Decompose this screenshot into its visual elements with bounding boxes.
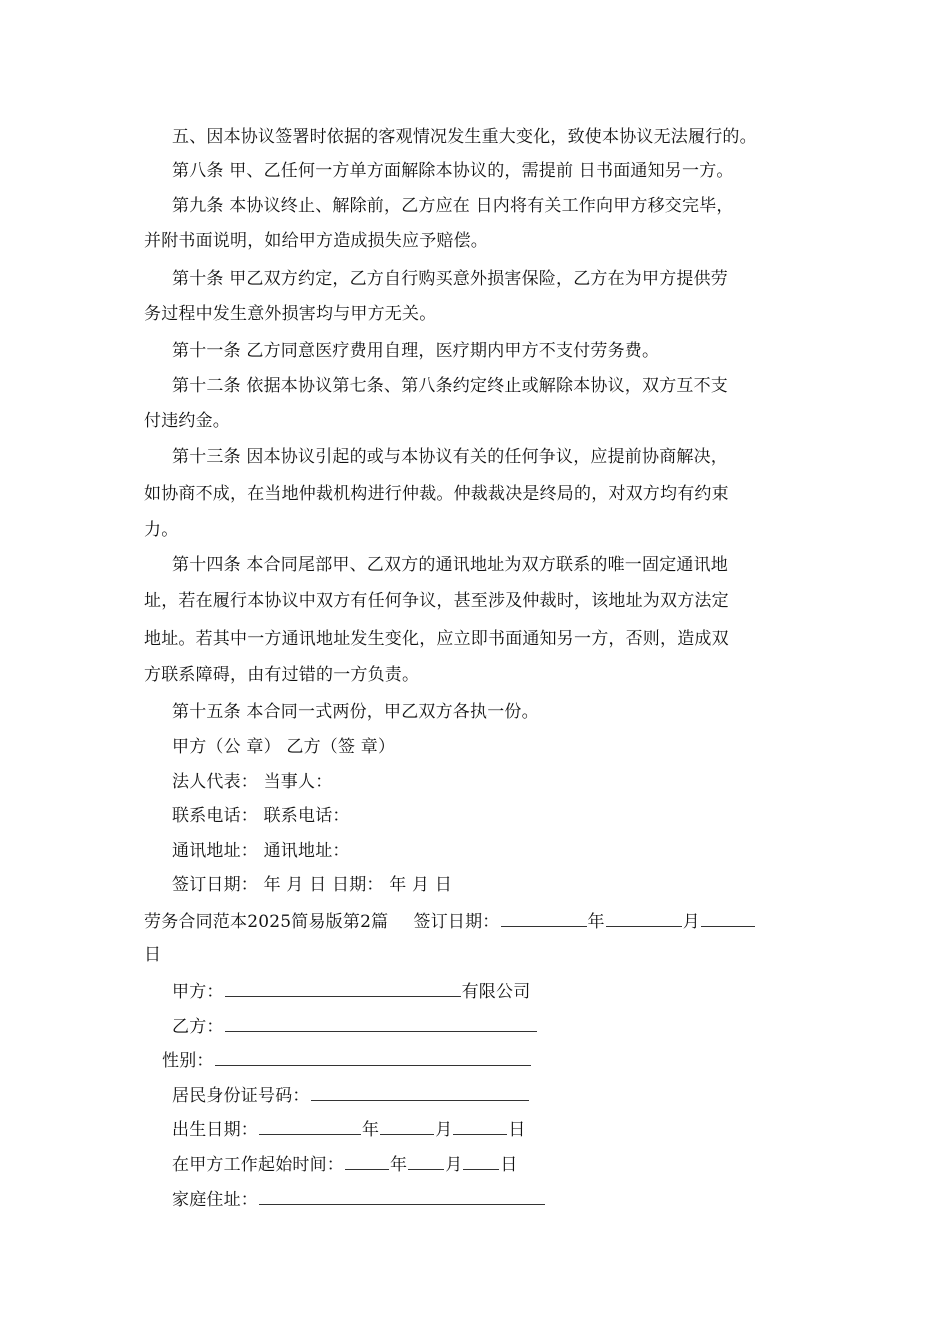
id-label: 居民身份证号码： xyxy=(172,1086,310,1106)
signature-parties-line: 甲方（公 章） 乙方（签 章） xyxy=(172,737,396,757)
text-line: 址，若在履行本协议中双方有任何争议，甚至涉及仲裁时，该地址为双方法定 xyxy=(144,591,729,611)
text-line: 第十三条 因本协议引起的或与本协议有关的任何争议，应提前协商解决， xyxy=(172,447,729,467)
month-label: 月 xyxy=(682,912,700,932)
party-a-label: 甲方： xyxy=(172,982,224,1002)
year-label: 年 xyxy=(587,912,605,932)
text-line: 第十一条 乙方同意医疗费用自理，医疗期内甲方不支付劳务费。 xyxy=(172,341,660,361)
text-line: 如协商不成，在当地仲裁机构进行仲裁。仲裁裁决是终局的，对双方均有约束 xyxy=(144,484,729,504)
start-year-blank xyxy=(345,1153,389,1170)
party-a-blank xyxy=(225,980,461,997)
text-line: 付违约金。 xyxy=(144,411,230,431)
text-line: 地址。若其中一方通讯地址发生变化，应立即书面通知另一方，否则，造成双 xyxy=(144,629,729,649)
text-line: 第十五条 本合同一式两份，甲乙双方各执一份。 xyxy=(172,702,539,722)
sign-date-label: 签订日期： xyxy=(413,912,500,932)
gender-blank xyxy=(215,1049,531,1066)
party-b-blank xyxy=(225,1015,537,1032)
start-label: 在甲方工作起始时间： xyxy=(172,1155,344,1175)
text-line: 第十二条 依据本协议第七条、第八条约定终止或解除本协议，双方互不支 xyxy=(172,376,729,396)
gender-line xyxy=(162,1049,532,1071)
address-blank xyxy=(259,1188,545,1205)
birth-year-label: 年 xyxy=(362,1120,380,1140)
second-contract-heading-line xyxy=(144,910,756,932)
text-line: 务过程中发生意外损害均与甲方无关。 xyxy=(144,304,437,324)
start-year-label: 年 xyxy=(390,1155,408,1175)
month-blank xyxy=(606,910,682,927)
text-line: 第十条 甲乙双方约定，乙方自行购买意外损害保险，乙方在为甲方提供劳 xyxy=(172,269,729,289)
party-b-line xyxy=(172,1015,538,1037)
address-label: 家庭住址： xyxy=(172,1190,258,1210)
day-line: 日 xyxy=(144,945,162,965)
id-line xyxy=(172,1084,530,1106)
year-blank xyxy=(501,910,587,927)
start-month-blank xyxy=(408,1153,444,1170)
text-line: 第八条 甲、乙任何一方单方面解除本协议的，需提前 日书面通知另一方。 xyxy=(172,161,734,181)
start-month-label: 月 xyxy=(445,1155,463,1175)
party-b-label: 乙方： xyxy=(172,1017,224,1037)
gender-label: 性别： xyxy=(162,1051,214,1071)
text-line: 并附书面说明，如给甲方造成损失应予赔偿。 xyxy=(144,231,488,251)
birth-day-label: 日 xyxy=(508,1120,526,1140)
second-contract-heading: 劳务合同范本2025简易版第2篇 xyxy=(144,912,389,932)
birth-label: 出生日期： xyxy=(172,1120,258,1140)
home-address-line xyxy=(172,1188,546,1210)
representative-line: 法人代表： 当事人： xyxy=(172,772,333,792)
birth-month-label: 月 xyxy=(435,1120,453,1140)
sign-date-line: 签订日期： 年 月 日 日期： 年 月 日 xyxy=(172,875,453,895)
party-a-suffix: 有限公司 xyxy=(461,982,531,1002)
start-day-label: 日 xyxy=(500,1155,518,1175)
party-a-line xyxy=(172,980,530,1002)
text-line: 第九条 本协议终止、解除前，乙方应在 日内将有关工作向甲方移交完毕， xyxy=(172,196,734,216)
address-line: 通讯地址： 通讯地址： xyxy=(172,841,350,861)
id-blank xyxy=(311,1084,529,1101)
birth-day-blank xyxy=(453,1118,507,1135)
start-day-blank xyxy=(463,1153,499,1170)
phone-line: 联系电话： 联系电话： xyxy=(172,806,350,826)
day-blank xyxy=(701,910,755,927)
text-line: 方联系障碍，由有过错的一方负责。 xyxy=(144,665,420,685)
start-time-line xyxy=(172,1153,518,1175)
birth-month-blank xyxy=(380,1118,434,1135)
birth-line xyxy=(172,1118,526,1140)
birth-year-blank xyxy=(259,1118,361,1135)
text-line: 第十四条 本合同尾部甲、乙双方的通讯地址为双方联系的唯一固定通讯地 xyxy=(172,555,729,575)
text-line: 五、因本协议签署时依据的客观情况发生重大变化，致使本协议无法履行的。 xyxy=(172,127,757,147)
text-line: 力。 xyxy=(144,520,179,540)
